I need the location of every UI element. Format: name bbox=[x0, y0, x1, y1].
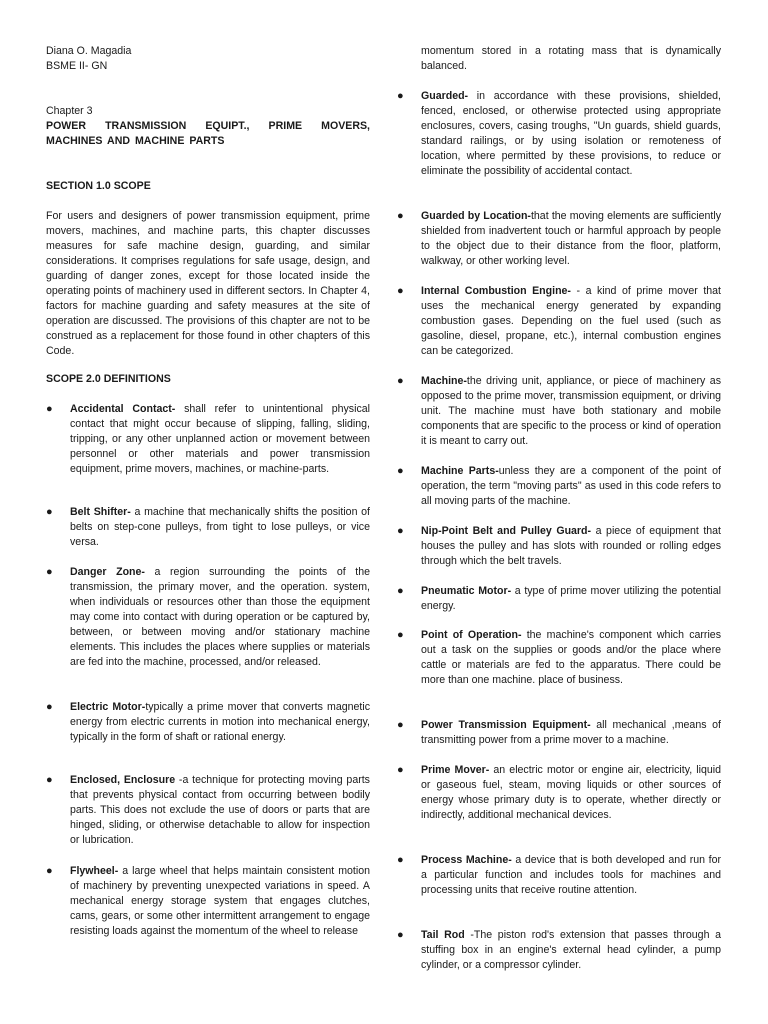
definition-term: Point of Operation- bbox=[421, 629, 522, 641]
definition-term: Power Transmission Equipment- bbox=[421, 719, 591, 731]
bullet-icon: ● bbox=[397, 929, 404, 941]
definition-text: an electric motor or engine air, electricity, liquid or gaseous fuel, steam, moving liquids or other sources of energy whose primary duty is to operate, whether directly or indirectly, additional mechanical devices. bbox=[421, 764, 721, 821]
definition-term: Internal Combustion Engine- bbox=[421, 285, 571, 297]
definition-text: the machine's component which carries out a task on the supplies or goods and/or the place where cattle or materials are fed to the apparatus. There could be more than one machine. place of business. bbox=[421, 629, 721, 686]
definition-term: Nip-Point Belt and Pulley Guard- bbox=[421, 525, 592, 537]
definition-text: a large wheel that helps maintain consistent motion of machinery by preventing unexpected variations in speed. A mechanical energy storage system that engages clutches, cams, gears, or some other intermittent arrangement to engage resisting loads against the momentum of the wheel to release bbox=[70, 865, 370, 937]
chapter-title: POWER TRANSMISSION EQUIPT., PRIME MOVERS, MACHINES AND MACHINE PARTS bbox=[46, 120, 370, 147]
definition-term: Machine- bbox=[421, 375, 467, 387]
bullet-icon: ● bbox=[46, 566, 53, 578]
definition-term: Guarded- bbox=[421, 90, 469, 102]
definition-term: Enclosed, Enclosure bbox=[70, 774, 176, 786]
definition-text: a machine that mechanically shifts the position of belts on step-cone pulleys, from tight to lose pulleys, or vice versa. bbox=[70, 506, 370, 548]
author-section: BSME II- GN bbox=[46, 60, 108, 72]
definition-text: in accordance with these provisions, shielded, fenced, enclosed, or otherwise protected using appropriate enclosures, covers, casing troughs, "Un guards, shield guards, standard railings, or by using isolation or remoteness of location, where permitted by these provisions, to reduce or eliminate the possibility of accidental contact. bbox=[421, 90, 721, 177]
definition-item bbox=[397, 464, 721, 509]
definition-text: a piece of equipment that houses the pulley and has slots with rounded or rolling edges through which the belt travels. bbox=[421, 525, 722, 567]
chapter-number: Chapter 3 bbox=[46, 105, 93, 117]
definition-term: Flywheel- bbox=[70, 865, 119, 877]
bullet-icon: ● bbox=[397, 210, 404, 222]
definition-term: Tail Rod bbox=[421, 929, 465, 941]
definition-item bbox=[46, 402, 370, 477]
definition-text: a region surrounding the points of the transmission, the primary mover, and the operation. system, when individuals or resources other than those the equipment may come into contact with during operation or be captured by, between, or between moving and/or stationary machine elements. This includes the places where supplies or materials are fed into the machine, processed, and/or released. bbox=[70, 566, 370, 668]
definition-text: - a kind of prime mover that uses the mechanical energy generated by expanding combustion gases. Depending on the fuel used (such as gasoline, diesel, propane, etc.), internal combustion engines can be categorized. bbox=[421, 285, 721, 357]
definition-item bbox=[397, 584, 721, 614]
definition-text: -The piston rod's extension that passes through a stuffing box in an engine's external head cylinder, a pump cylinder, or a compressor cylinder. bbox=[421, 929, 722, 971]
definition-item bbox=[46, 505, 370, 550]
definition-term: Danger Zone- bbox=[70, 566, 145, 578]
bullet-icon: ● bbox=[397, 375, 404, 387]
definition-text: unless they are a component of the point of operation, the term "moving parts" as used in this code refers to all moving parts of the machine. bbox=[421, 465, 721, 507]
scope-body: For users and designers of power transmission equipment, prime movers, machines, and machine parts, this chapter discusses measures for safe machine design, guarding, and similar considerations. It comprises regulations for safe usage, design, and guarding of danger zones, except for those located inside the operating points of machinery used in different sectors. In Chapter 4, factors for machine guarding and safety measures at the site of operation are discussed. The provisions of this chapter are not to be construed as a replacement for those found in other chapters of this Code. bbox=[46, 210, 370, 357]
bullet-icon: ● bbox=[46, 403, 53, 415]
definition-item bbox=[46, 565, 370, 670]
bullet-icon: ● bbox=[46, 865, 53, 877]
definition-item bbox=[397, 524, 721, 569]
bullet-icon: ● bbox=[397, 719, 404, 731]
definition-text: that the moving elements are sufficiently shielded from inadvertent touch or harmful approach by people to the object due to their distance from the floor, platform, walkway, or other working level. bbox=[421, 210, 721, 267]
bullet-icon: ● bbox=[397, 764, 404, 776]
definition-text: a device that is both developed and run for a particular function and includes tools for machines and processing units that receive routine attention. bbox=[421, 854, 721, 896]
definition-text: a type of prime mover utilizing the potential energy. bbox=[421, 585, 721, 612]
definition-term: Guarded by Location- bbox=[421, 210, 531, 222]
bullet-icon: ● bbox=[46, 701, 53, 713]
bullet-icon: ● bbox=[397, 854, 404, 866]
definition-text: shall refer to unintentional physical contact that might occur because of slipping, falling, sliding, tripping, or any other unplanned action or movement between personnel or other materials and power transmission equipment, prime movers, machines, or machine-parts. bbox=[70, 403, 370, 475]
definition-item bbox=[397, 928, 721, 973]
bullet-icon: ● bbox=[397, 90, 404, 102]
definition-term: Electric Motor- bbox=[70, 701, 146, 713]
definition-term: Machine Parts- bbox=[421, 465, 499, 477]
definition-item bbox=[46, 700, 370, 745]
definition-text: -a technique for protecting moving parts that prevents physical contact from occurring between bodily parts. This does not exclude the use of doors or parts that are hinged, sliding, or otherwise detachable to allow for inspection or lubrication. bbox=[70, 774, 370, 846]
right-continuation: momentum stored in a rotating mass that is dynamically balanced. bbox=[421, 45, 721, 72]
bullet-icon: ● bbox=[397, 525, 404, 537]
definition-item bbox=[46, 773, 370, 848]
definition-term: Accidental Contact- bbox=[70, 403, 176, 415]
author-name: Diana O. Magadia bbox=[46, 45, 132, 57]
definition-term: Pneumatic Motor- bbox=[421, 585, 512, 597]
definition-text: all mechanical ,means of transmitting power from a prime mover to a machine. bbox=[421, 719, 721, 746]
definition-term: Belt Shifter- bbox=[70, 506, 131, 518]
scope-heading: SECTION 1.0 SCOPE bbox=[46, 180, 151, 192]
definition-item bbox=[397, 718, 721, 748]
definition-item bbox=[397, 853, 721, 898]
definition-text: typically a prime mover that converts magnetic energy from electric currents in motion into mechanical energy, typically in the form of shaft or rational energy. bbox=[70, 701, 370, 743]
definition-item bbox=[397, 89, 721, 179]
bullet-icon: ● bbox=[397, 465, 404, 477]
definition-item bbox=[397, 628, 721, 688]
definition-item bbox=[397, 209, 721, 269]
bullet-icon: ● bbox=[46, 506, 53, 518]
definitions-heading: SCOPE 2.0 DEFINITIONS bbox=[46, 373, 171, 385]
definition-item bbox=[397, 374, 721, 449]
bullet-icon: ● bbox=[397, 585, 404, 597]
bullet-icon: ● bbox=[397, 629, 404, 641]
definition-item bbox=[397, 284, 721, 359]
definition-term: Prime Mover- bbox=[421, 764, 490, 776]
bullet-icon: ● bbox=[46, 774, 53, 786]
definition-term: Process Machine- bbox=[421, 854, 512, 866]
bullet-icon: ● bbox=[397, 285, 404, 297]
definition-text: the driving unit, appliance, or piece of machinery as opposed to the prime mover, transmission equipment, or driving unit. The machine must have both stationary and mobile components that are specific to the process or kind of operation it is meant to carry out. bbox=[421, 375, 721, 447]
definition-item bbox=[397, 763, 721, 823]
definition-item bbox=[46, 864, 370, 939]
